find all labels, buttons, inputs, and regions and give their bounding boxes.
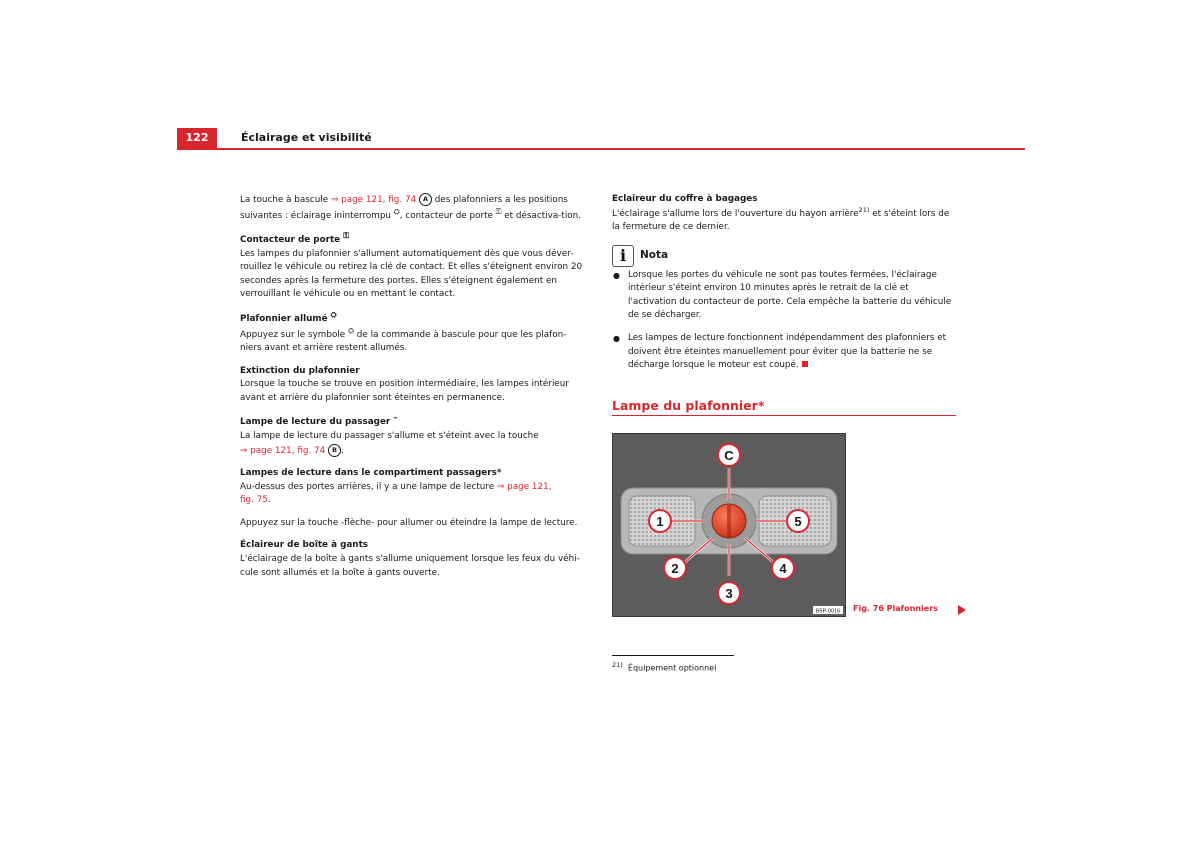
section-rule [612, 415, 956, 416]
callout-4 [772, 557, 794, 579]
callout-1 [649, 510, 671, 532]
svg-text:1: 1 [656, 514, 664, 529]
marker-a: A [419, 193, 432, 206]
svg-text:C: C [724, 448, 734, 463]
page-link[interactable]: ⇒ page 121, fig. 74 [330, 195, 417, 205]
info-icon: i [612, 245, 634, 267]
door-contact-icon: ⚿ [495, 206, 502, 216]
passenger-reading-text: La lampe de lecture du passager s'allume et s'éteint avec la touche ⇒ page 121, fig. 74 B . [240, 430, 539, 456]
nota-item: ● Lorsque les portes du véhicule ne sont pas toutes fermées, l'éclairage intérieur s'éteint environ 10 minutes après le retrait de la clé et l'activation du contacteur de porte. Cela empêche la batterie du véhicule de se décharger. [612, 269, 957, 323]
page-link[interactable]: ⇒ page 121, fig. 74 [240, 445, 326, 456]
left-column [240, 193, 585, 589]
svg-text:5: 5 [794, 514, 802, 529]
door-contact-icon: ⚿ [343, 231, 349, 241]
svg-text:2: 2 [671, 561, 679, 576]
footnote-number: 21) [612, 661, 623, 669]
heading-rear-reading: Lampes de lecture dans le compartiment passagers* [240, 468, 502, 479]
light-off-text: Lorsque la touche se trouve en position intermédiaire, les lampes intérieur avant et arrière du plafonnier sont éteintes en permanence. [240, 379, 569, 403]
trunk-text: L'éclairage s'allume lors de l'ouverture du hayon arrière$^{21)}$ et s'éteint lors de la fermeture de ce dernier. [612, 205, 950, 233]
footnote [612, 662, 716, 673]
nota-item: ● Les lampes de lecture fonctionnent indépendamment des plafonniers et doivent être éteintes manuellement pour éviter que la batterie ne se décharge lorsque le moteur est coupé. [612, 332, 957, 373]
section-title: Lampe du plafonnier* [612, 398, 765, 413]
figure-code: B5P-0016 [815, 608, 841, 615]
end-square-icon [802, 361, 808, 367]
page-number: 122 [177, 128, 217, 148]
figure-ceiling-light [612, 433, 846, 617]
fig-link[interactable]: fig. 75 [240, 495, 268, 506]
footnote-ref: 21) [858, 205, 870, 214]
triangle-right-icon[interactable] [958, 605, 966, 615]
intro-paragraph: La touche à bascule ⇒ page 121, fig. 74 A des plafonniers a les positions suivantes : éclairage ininterrompu ⛭, contacteur de porte ⚿ et désactiva-tion. [240, 195, 582, 221]
ceiling-light-illustration [613, 434, 845, 616]
marker-b: B [328, 444, 341, 457]
callout-5 [787, 510, 809, 532]
figure-caption: Fig. 76 Plafonniers [853, 604, 938, 613]
heading-trunk: Eclaireur du coffre à bagages [612, 194, 758, 204]
heading-light-off: Extinction du plafonnier [240, 365, 360, 376]
footnote-text: Équipement optionnel [627, 663, 717, 673]
interior-light-icon: ⛭ [393, 206, 400, 216]
header-rule [177, 148, 1025, 150]
svg-text:3: 3 [725, 586, 733, 601]
heading-glovebox: Éclaireur de boîte à gants [240, 540, 369, 551]
heading-light-on: Plafonnier allumé ⛭ [240, 310, 337, 324]
page-link[interactable]: ⇒ page 121, [497, 481, 552, 492]
heading-door-contact: Contacteur de porte ⚿ [240, 231, 349, 246]
right-column [612, 193, 957, 382]
interior-light-icon: ⛭ [348, 325, 354, 335]
rear-reading-text-2: Appuyez sur la touche -flèche- pour allumer ou éteindre la lampe de lecture. [240, 517, 578, 528]
callout-3 [718, 582, 740, 604]
heading-passenger-reading: Lampe de lecture du passager ⌁ [240, 413, 398, 428]
callout-c [718, 444, 740, 466]
rear-reading-text: Au-dessus des portes arrières, il y a une lampe de lecture ⇒ page 121, fig. 75. [240, 481, 552, 506]
interior-light-icon: ⛭ [330, 310, 337, 319]
chapter-title: Éclairage et visibilité [241, 131, 372, 144]
callout-2 [664, 557, 686, 579]
glovebox-text: L'éclairage de la boîte à gants s'allume uniquement lorsque les feux du véhi-cule sont allumés et la boîte à gants ouverte. [240, 554, 580, 578]
reading-lamp-icon: ⌁ [393, 413, 398, 423]
light-on-text: Appuyez sur le symbole ⛭ de la commande à bascule pour que les plafon-niers avant et arrière restent allumés. [240, 325, 567, 354]
svg-text:4: 4 [779, 561, 787, 576]
door-contact-text: Les lampes du plafonnier s'allument automatiquement dès que vous déver-rouillez le véhicule ou retirez la clé de contact. Et elles s'éteignent environ 20 secondes après la fermeture des portes. Elles s'éteignent également en verrouillant le véhicule ou en mettant le contact. [240, 248, 583, 300]
nota-header [612, 245, 957, 267]
nota-title: Nota [640, 248, 669, 261]
footnote-rule [612, 655, 734, 656]
